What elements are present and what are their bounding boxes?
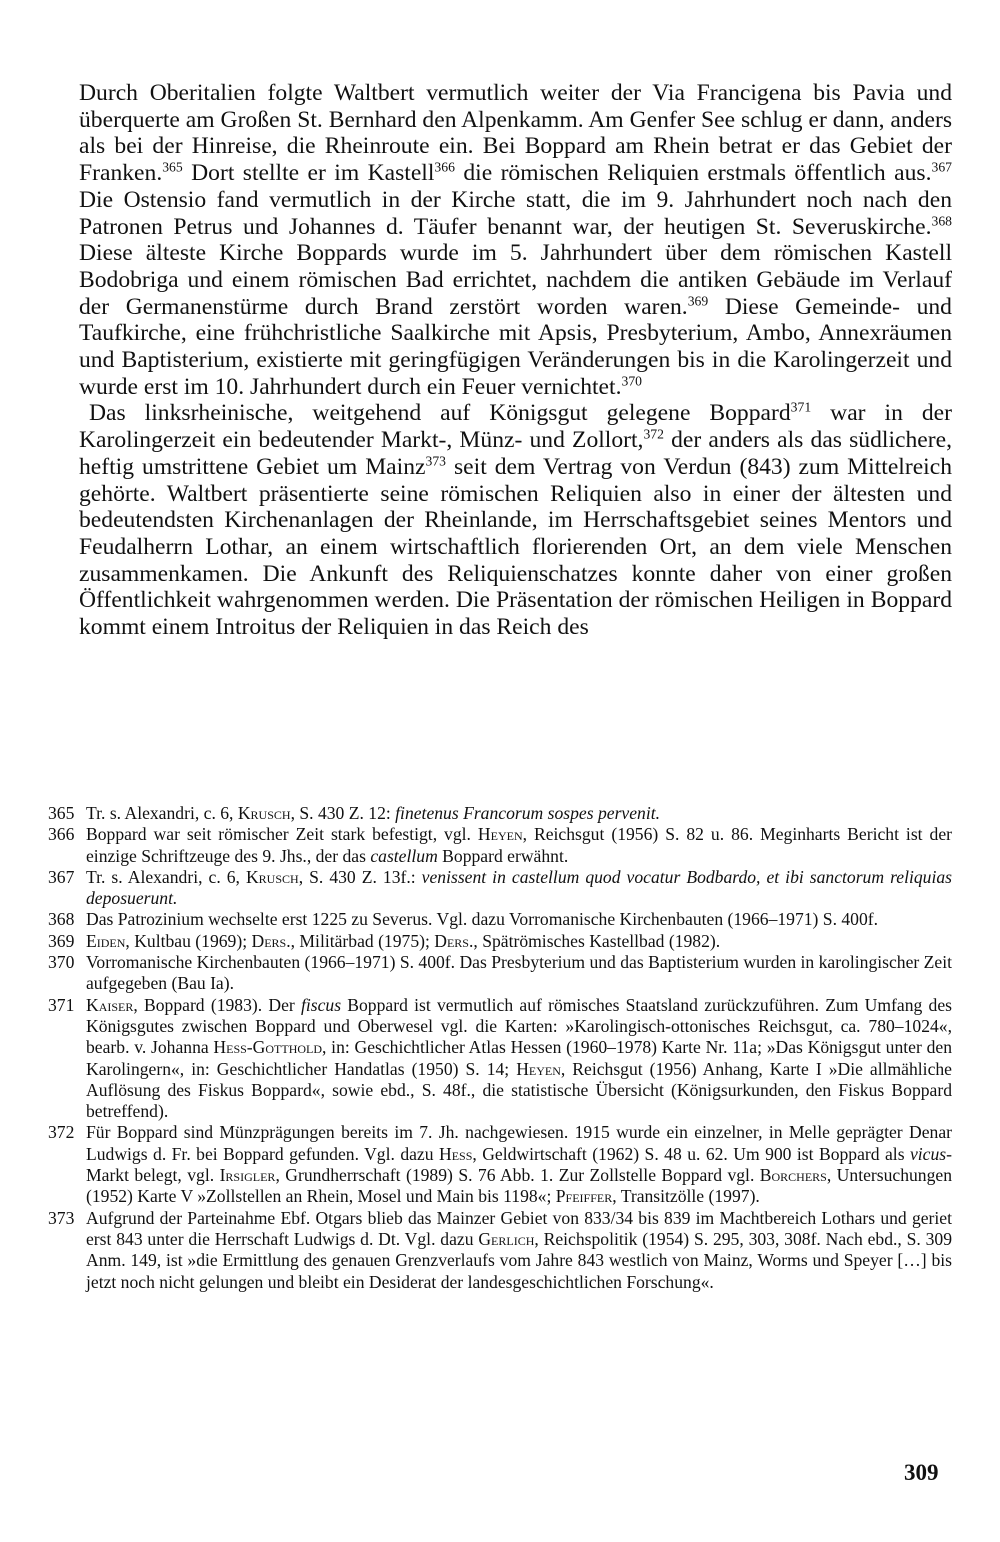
text-run: Diese älteste Kirche Boppards wurde im 5. Jahrhundert über dem römischen Kastell Bodobriga und einem römischen Bad errichtet, nachdem die antiken Gebäude im Verlauf der Germanenstürme durch Brand zerstört worden waren. (79, 240, 952, 320)
footnote-text (86, 931, 952, 952)
text-run: Vorromanische Kirchenbauten (1966–1971) S. 400f. Das Presbyterium und das Baptisterium wurden in karolingischer Zeit aufgegeben (Bau Ia). (86, 952, 952, 994)
italic-text: castellum (370, 845, 438, 866)
footnote-ref: 368 (931, 213, 952, 229)
main-text (79, 80, 952, 641)
footnote-number: 372 (48, 1122, 75, 1143)
text-run: , Boppard (1983). Der (133, 994, 301, 1015)
author-name: Krusch (237, 803, 291, 823)
text-run: Tr. s. Alexandri, c. 6, (86, 803, 238, 823)
footnotes (48, 803, 952, 1293)
footnote-ref: 373 (425, 453, 446, 469)
footnote-ref: 367 (931, 159, 952, 175)
text-run: war in der Karolingerzeit ein bedeutender Markt-, Münz- und Zollort, (79, 400, 952, 454)
footnote-number: 369 (48, 930, 75, 951)
footnote-number: 373 (48, 1207, 75, 1228)
author-name: Irsigler (219, 1165, 276, 1186)
text-run: , Kultbau (1969); (125, 930, 252, 951)
text-run: , S. 430 Z. 13f.: (298, 866, 422, 887)
footnote-ref: 369 (687, 293, 709, 309)
text-run: , Geldwirtschaft (1962) S. 48 u. 62. Um 900 ist Boppard als (472, 1143, 910, 1164)
footnote-369 (48, 931, 952, 952)
author-name: Ders. (251, 930, 291, 951)
footnote-ref: 372 (643, 426, 664, 442)
footnote-ref: 365 (162, 159, 183, 175)
text-run: Tr. s. Alexandri, c. 6, (86, 866, 246, 887)
author-name: Kaiser (86, 994, 134, 1015)
footnote-number: 367 (48, 866, 75, 887)
footnote-text (86, 867, 952, 910)
text-run: , Transitzölle (1997). (612, 1186, 760, 1207)
footnote-ref: 366 (434, 159, 455, 175)
footnote-371 (48, 995, 952, 1123)
footnote-number: 368 (48, 909, 75, 930)
text-run: , Militärbad (1975); (290, 930, 435, 951)
text-run: -Markt belegt, vgl. (86, 1143, 952, 1186)
footnote-366 (48, 824, 952, 867)
text-run: , Reichsgut (1956) Anhang, Karte I »Die allmähliche Auflösung des Fiskus Boppard«, sowie ebd., S. 48f., die statistische Übersicht (Königsurkunden, den Fiskus Boppard betreffend). (86, 1058, 952, 1122)
footnote-365 (48, 803, 952, 824)
author-name: Eiden (86, 930, 126, 951)
author-name: Ders. (434, 930, 474, 951)
text-run: Diese Gemeinde- und Taufkirche, eine frühchristliche Saalkirche mit Apsis, Presbyterium, Ambo, Annexräumen und Baptisterium, existierte mit geringfügigen Veränderungen bis in die Karolingerzeit und wurde erst im 10. Jahrhundert durch ein Feuer vernichtet. (79, 293, 952, 400)
footnote-text (86, 1208, 952, 1293)
text-run: , S. 430 Z. 12: (290, 803, 396, 823)
footnote-number: 371 (48, 994, 75, 1015)
footnote-373 (48, 1208, 952, 1293)
footnote-text (86, 952, 952, 995)
text-run: die römischen Reliquien erstmals öffentlich aus. (454, 160, 932, 187)
footnote-ref: 371 (790, 399, 812, 415)
page-number: 309 (904, 1460, 939, 1485)
author-name: Heyen (477, 824, 523, 845)
text-run: , Grundherrschaft (1989) S. 76 Abb. 1. Zur Zollstelle Boppard vgl. (275, 1165, 760, 1186)
text-run: seit dem Vertrag von Verdun (843) zum Mittelreich gehörte. Waltbert präsentierte seine römischen Reliquien also in einer der ältesten und bedeutendsten Kirchenanlagen der Rheinlande, im Herrschaftsgebiet seines Mentors und Feudalherrn Lothar, an einem wirtschaftlich florierenden Ort, an dem viele Menschen zusammenkamen. Die Ankunft des Reliquienschatzes konnte daher von einer großen Öffentlichkeit wahrgenommen werden. Die Präsentation der römischen Heiligen in Boppard kommt einem Introitus der Reliquien in das Reich des (79, 453, 952, 641)
footnote-text (86, 995, 952, 1123)
text-run: Das linksrheinische, weitgehend auf Königsgut gelegene Boppard (89, 400, 791, 427)
text-run: , Reichspolitik (1954) S. 295, 303, 308f. Nach ebd., S. 309 Anm. 149, ist »die Ermittlung des genauen Grenzverlaufs vom Jahre 843 westlich von Mainz, Worms und Speyer […] bis jetzt noch nicht gelungen und bleibt ein Desiderat der landesgeschichtlichen Forschung«. (86, 1228, 952, 1292)
author-name: Borchers (759, 1165, 827, 1186)
text-run: Durch Oberitalien folgte Waltbert vermutlich weiter der Via Francigena bis Pavia und überquerte am Großen St. Bernhard den Alpenkamm. Am Genfer See schlug er dann, anders als bei der Hinreise, die Rheinroute ein. Bei Boppard am Rhein betrat er das Gebiet der Franken. (79, 80, 952, 187)
footnote-text (86, 803, 952, 824)
text-run: Für Boppard sind Münzprägungen bereits im 7. Jh. nachgewiesen. 1915 wurde ein einzelner, in Melle geprägter Denar Ludwigs d. Fr. bei Boppard gefunden. Vgl. dazu (86, 1122, 952, 1164)
footnote-text (86, 824, 952, 867)
text-run: Die Ostensio fand vermutlich in der Kirche statt, die im 9. Jahrhundert noch nach den Patronen Petrus und Johannes d. Täufer benannt war, der heutigen St. Severuskirche. (79, 186, 952, 240)
italic-text: finetenus Francorum sospes pervenit. (395, 803, 661, 823)
text-run: der anders als das südlichere, heftig umstrittene Gebiet um Mainz (79, 427, 952, 480)
text-run: Boppard erwähnt. (437, 845, 569, 866)
author-name: Krusch (245, 866, 299, 887)
text-run: Dort stellte er im Kastell (182, 160, 435, 187)
footnote-370 (48, 952, 952, 995)
paragraph-2 (79, 400, 952, 640)
footnote-number: 370 (48, 952, 75, 973)
author-name: Hess-Gotthold (213, 1037, 323, 1058)
text-run: , Spätrömisches Kastellbad (1982). (473, 930, 721, 951)
author-name: Pfeiffer (555, 1186, 613, 1207)
text-run: , in: Geschichtlicher Atlas Hessen (1960–1978) Karte Nr. 11a; »Das Königsgut unter den Karolingern«, in: Geschichtlicher Handatlas (1950) S. 14; (86, 1037, 952, 1079)
footnote-number: 366 (48, 824, 75, 845)
footnote-text (86, 909, 952, 930)
author-name: Hess (438, 1143, 473, 1164)
footnote-367 (48, 867, 952, 910)
italic-text: vicus (909, 1143, 947, 1164)
text-run: Aufgrund der Parteinahme Ebf. Otgars blieb das Mainzer Gebiet von 833/34 bis 839 im Machtbereich Lothars und geriet erst 843 unter die Herrschaft Ludwigs d. Dt. Vgl. dazu (86, 1207, 952, 1249)
text-run: Das Patrozinium wechselte erst 1225 zu Severus. Vgl. dazu Vorromanische Kirchenbauten (1966–1971) S. 400f. (86, 909, 879, 930)
text-run: , Reichsgut (1956) S. 82 u. 86. Meginharts Bericht ist der einzige Schriftzeuge des 9. Jhs., der das (86, 824, 952, 866)
text-run: Boppard war seit römischer Zeit stark befestigt, vgl. (86, 824, 478, 845)
footnote-text (86, 1122, 952, 1207)
author-name: Gerlich (478, 1228, 535, 1249)
footnote-368 (48, 909, 952, 930)
text-run: , Untersuchungen (1952) Karte V »Zollstellen an Rhein, Mosel und Main bis 1198«; (86, 1165, 952, 1207)
author-name: Heyen (516, 1058, 561, 1079)
text-run: Boppard ist vermutlich auf römisches Staatsland zurückzuführen. Zum Umfang des Königsgutes zwischen Boppard und Oberwesel vgl. die Karten: »Karolingisch-ottonisches Reichsgut, ca. 780–1024«, bearb. v. Johanna (86, 994, 952, 1058)
footnote-number: 365 (48, 803, 75, 823)
italic-text: fiscus (300, 994, 342, 1015)
footnote-ref: 370 (621, 373, 642, 389)
italic-text: venissent in castellum quod vocatur Bodbardo, et ibi sanctorum reliquias deposuerunt. (86, 866, 952, 909)
footnote-372 (48, 1122, 952, 1207)
paragraph-1 (79, 80, 952, 400)
